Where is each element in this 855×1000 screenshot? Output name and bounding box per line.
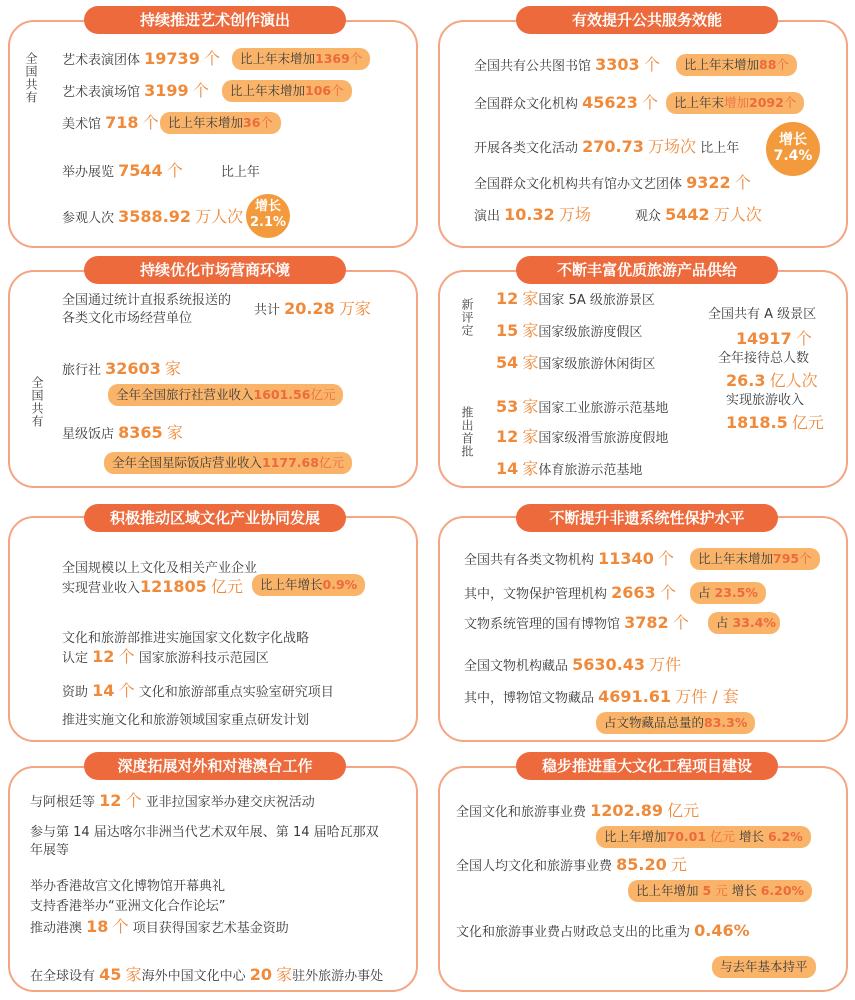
panel-title: 不断提升非遗系统性保护水平	[516, 504, 778, 532]
row-protection-agencies: 其中，文物保护管理机构 2663 个	[464, 583, 676, 602]
list-item: 15 家国家级旅游度假区	[496, 321, 643, 340]
pill-change: 比上年增加 5 元 增长 6.20%	[628, 880, 812, 902]
pill-change: 比上年末增加36个	[160, 112, 281, 134]
side-label: 新评定	[460, 298, 474, 337]
panel-title: 有效提升公共服务效能	[516, 6, 778, 34]
revenue-label: 实现旅游收入	[726, 393, 805, 408]
row-reporting-units: 全国通过统计直报系统报送的 各类文化市场经营单位	[62, 293, 232, 326]
pill-unchanged: 与去年基本持平	[712, 956, 816, 978]
list-item: 12 家国家 5A 级旅游景区	[496, 289, 655, 308]
pill-share: 占 33.4%	[708, 612, 780, 634]
row-museum-collections: 其中，博物馆文物藏品 4691.61 万件 / 套	[464, 687, 739, 706]
row-exhibitions: 举办展览 7544 个 比上年	[62, 161, 260, 180]
row-overseas-centers: 在全球设有 45 家海外中国文化中心 20 家驻外旅游办事处	[30, 965, 384, 984]
a-level-count: 14917 个	[736, 329, 812, 348]
row-biennales: 参与第 14 届达喀尔非洲当代艺术双年展、第 14 届哈瓦那双 年展等	[30, 825, 379, 858]
side-label: 推出首批	[460, 406, 474, 458]
row-culture-institutions: 全国群众文化机构 45623 个	[474, 93, 658, 112]
list-item: 54 家国家级旅游休闲街区	[496, 353, 656, 372]
visitors-count: 26.3 亿人次	[726, 371, 818, 390]
list-item: 14 家体育旅游示范基地	[496, 459, 643, 478]
row-digital-strategy: 文化和旅游部推进实施国家文化数字化战略 认定 12 个 国家旅游科技示范园区	[62, 631, 310, 666]
row-lab-projects: 资助 14 个 文化和旅游部重点实验室研究项目	[62, 681, 334, 700]
panel-title: 稳步推进重大文化工程项目建设	[516, 752, 778, 780]
row-asia-forum: 支持香港举办“亚洲文化合作论坛”	[30, 899, 226, 914]
row-art-troupes: 艺术表演团体 19739 个	[62, 49, 220, 68]
row-activities: 开展各类文化活动 270.73 万场次 比上年	[474, 137, 740, 156]
pill-change: 比上年末增加106个	[222, 80, 352, 102]
growth-badge: 增长 7.4%	[766, 122, 820, 176]
row-fiscal-share: 文化和旅游事业费占财政总支出的比重为 0.46%	[456, 921, 750, 940]
row-collections: 全国文物机构藏品 5630.43 万件	[464, 655, 682, 674]
side-label: 全国共有	[24, 52, 38, 104]
pill-change: 比上年增加70.01 亿元 增长 6.2%	[596, 826, 811, 848]
panel-cultural-industry	[8, 516, 418, 742]
row-shows: 演出 10.32 万场 观众 5442 万人次	[474, 205, 762, 224]
row-hk-museum: 举办香港故宫文化博物馆开幕典礼	[30, 879, 226, 894]
pill-revenue: 全年全国星际饭店营业收入1177.68亿元	[104, 452, 352, 474]
panel-title: 持续优化市场营商环境	[84, 256, 346, 284]
list-item: 53 家国家工业旅游示范基地	[496, 397, 669, 416]
panel-title: 持续推进艺术创作演出	[84, 6, 346, 34]
row-art-galleries: 美术馆 718 个	[62, 113, 159, 132]
a-level-label: 全国共有 A 级景区	[708, 307, 817, 322]
row-hotels: 星级饭店 8365 家	[62, 423, 183, 442]
row-museums: 文物系统管理的国有博物馆 3782 个	[464, 613, 689, 632]
panel-title: 不断丰富优质旅游产品供给	[516, 256, 778, 284]
pill-change: 比上年末增加88个	[676, 54, 797, 76]
row-libraries: 全国共有公共图书馆 3303 个	[474, 55, 660, 74]
revenue-amount: 1818.5 亿元	[726, 413, 824, 432]
panel-title: 积极推动区域文化产业协同发展	[84, 504, 346, 532]
panel-title: 深度拓展对外和对港澳台工作	[84, 752, 346, 780]
pill-change: 比上年末增加2092个	[666, 92, 804, 114]
row-visitors: 参观人次 3588.92 万人次	[62, 207, 244, 226]
pill-change: 比上年增长0.9%	[252, 574, 365, 596]
row-art-venues: 艺术表演场馆 3199 个	[62, 81, 209, 100]
row-rd-plan: 推进实施文化和旅游领域国家重点研发计划	[62, 713, 310, 728]
row-total-expenditure: 全国文化和旅游事业费 1202.89 亿元	[456, 801, 700, 820]
pill-change: 比上年末增加795个	[690, 548, 820, 570]
growth-badge: 增长 2.1%	[246, 194, 290, 238]
list-item: 12 家国家级滑雪旅游度假地	[496, 427, 669, 446]
row-units-total: 共计 20.28 万家	[254, 299, 371, 318]
side-label: 全国共有	[30, 376, 44, 428]
row-troupes: 全国群众文化机构共有馆办文艺团体 9322 个	[474, 173, 751, 192]
row-travel-agencies: 旅行社 32603 家	[62, 359, 181, 378]
pill-change: 比上年末增加1369个	[232, 48, 370, 70]
row-celebrations: 与阿根廷等 12 个 亚非拉国家举办建交庆祝活动	[30, 791, 315, 810]
row-art-fund: 推动港澳 18 个 项目获得国家艺术基金资助	[30, 917, 289, 936]
pill-share: 占 23.5%	[690, 582, 766, 604]
pill-revenue: 全年全国旅行社营业收入1601.56亿元	[108, 384, 343, 406]
pill-share: 占文物藏品总量的83.3%	[596, 712, 755, 734]
row-relic-institutions: 全国共有各类文物机构 11340 个	[464, 549, 674, 568]
row-enterprises: 全国规模以上文化及相关产业企业 实现营业收入121805 亿元	[62, 561, 258, 596]
row-per-capita-expenditure: 全国人均文化和旅游事业费 85.20 元	[456, 855, 687, 874]
visitors-label: 全年接待总人数	[718, 351, 810, 366]
